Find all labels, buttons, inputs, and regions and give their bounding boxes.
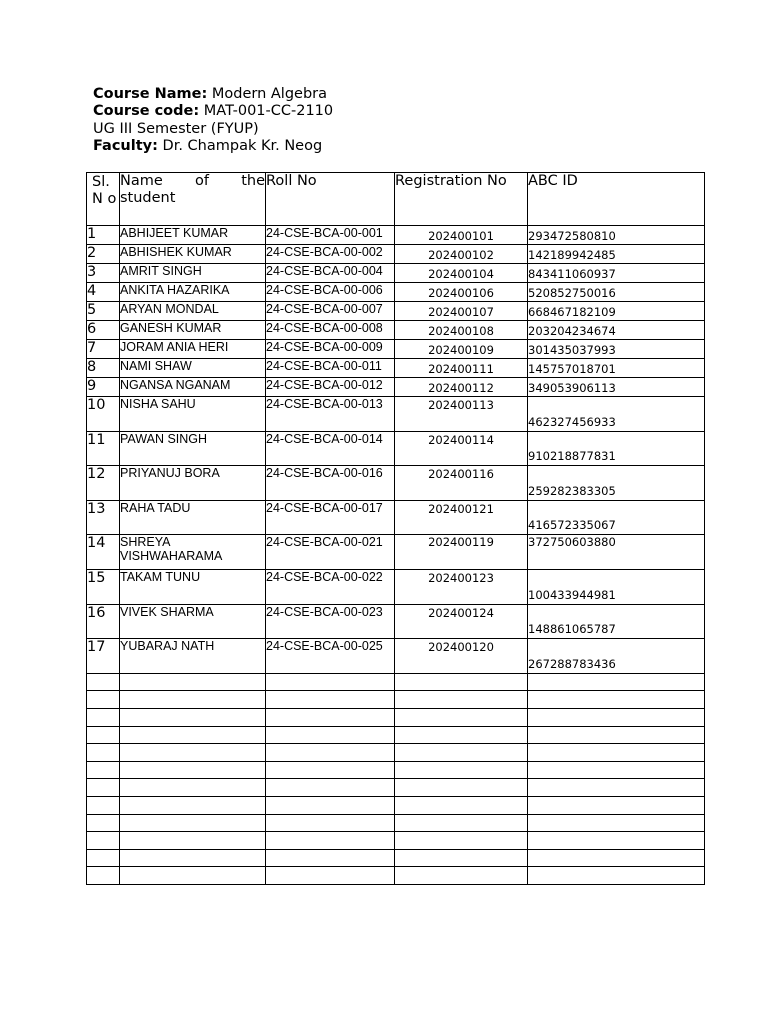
empty-cell (120, 744, 266, 762)
empty-cell (528, 673, 705, 691)
empty-cell (266, 761, 395, 779)
empty-cell (120, 867, 266, 885)
row-abc-id: 910218877831 (528, 431, 705, 466)
row-sl-no: 11 (87, 431, 120, 466)
empty-cell (266, 708, 395, 726)
empty-cell (120, 796, 266, 814)
row-abc-id: 372750603880 (528, 535, 705, 570)
empty-cell (395, 814, 528, 832)
empty-cell (395, 779, 528, 797)
row-sl-no: 1 (87, 226, 120, 245)
col-header-registration-no: Registration No (395, 173, 528, 226)
table-row (87, 302, 705, 321)
row-registration-no: 202400102 (395, 245, 528, 264)
table-row (87, 535, 705, 570)
table-header-row (87, 173, 705, 226)
row-registration-no: 202400107 (395, 302, 528, 321)
row-student-name: JORAM ANIA HERI (120, 340, 266, 359)
empty-table-row (87, 744, 705, 762)
course-name-label: Course Name: (93, 86, 208, 102)
row-abc-id: 520852750016 (528, 283, 705, 302)
row-student-name: YUBARAJ NATH (120, 639, 266, 674)
row-registration-no: 202400113 (395, 397, 528, 432)
row-registration-no: 202400104 (395, 264, 528, 283)
row-student-name: ABHISHEK KUMAR (120, 245, 266, 264)
row-sl-no: 6 (87, 321, 120, 340)
row-student-name: SHREYA VISHWAHARAMA (120, 535, 266, 570)
row-sl-no: 17 (87, 639, 120, 674)
row-abc-id: 843411060937 (528, 264, 705, 283)
row-registration-no: 202400111 (395, 359, 528, 378)
empty-cell (395, 849, 528, 867)
table-row (87, 397, 705, 432)
empty-cell (266, 814, 395, 832)
row-sl-no: 5 (87, 302, 120, 321)
row-roll-no: 24-CSE-BCA-00-007 (266, 302, 395, 321)
row-roll-no: 24-CSE-BCA-00-002 (266, 245, 395, 264)
empty-cell (266, 744, 395, 762)
row-registration-no: 202400123 (395, 569, 528, 604)
row-registration-no: 202400109 (395, 340, 528, 359)
row-abc-id: 301435037993 (528, 340, 705, 359)
row-roll-no: 24-CSE-BCA-00-004 (266, 264, 395, 283)
row-sl-no: 15 (87, 569, 120, 604)
col-header-roll-no: Roll No (266, 173, 395, 226)
empty-table-row (87, 832, 705, 850)
row-abc-id: 145757018701 (528, 359, 705, 378)
row-sl-no: 4 (87, 283, 120, 302)
row-abc-id: 142189942485 (528, 245, 705, 264)
table-row (87, 321, 705, 340)
row-sl-no: 9 (87, 378, 120, 397)
table-row (87, 431, 705, 466)
col-header-sl-text: Sl. N o (92, 174, 117, 207)
empty-cell (395, 708, 528, 726)
row-roll-no: 24-CSE-BCA-00-014 (266, 431, 395, 466)
table-row (87, 226, 705, 245)
faculty-label: Faculty: (93, 137, 158, 154)
course-header (93, 86, 333, 155)
table-row (87, 378, 705, 397)
empty-cell (528, 708, 705, 726)
row-registration-no: 202400101 (395, 226, 528, 245)
row-sl-no: 13 (87, 500, 120, 535)
empty-cell (120, 779, 266, 797)
table-body (87, 226, 705, 885)
empty-cell (528, 814, 705, 832)
empty-cell (266, 796, 395, 814)
empty-cell (395, 832, 528, 850)
row-student-name: GANESH KUMAR (120, 321, 266, 340)
row-roll-no: 24-CSE-BCA-00-025 (266, 639, 395, 674)
col-header-abc-id: ABC ID (528, 173, 705, 226)
row-abc-id: 267288783436 (528, 639, 705, 674)
row-abc-id: 462327456933 (528, 397, 705, 432)
empty-table-row (87, 761, 705, 779)
empty-cell (87, 673, 120, 691)
row-student-name: ABHIJEET KUMAR (120, 226, 266, 245)
table-row (87, 340, 705, 359)
course-code-line (93, 103, 333, 120)
empty-cell (120, 832, 266, 850)
empty-table-row (87, 867, 705, 885)
table-row (87, 245, 705, 264)
empty-cell (528, 779, 705, 797)
row-roll-no: 24-CSE-BCA-00-006 (266, 283, 395, 302)
row-student-name: TAKAM TUNU (120, 569, 266, 604)
empty-cell (395, 867, 528, 885)
row-sl-no: 3 (87, 264, 120, 283)
row-abc-id: 148861065787 (528, 604, 705, 639)
table-row (87, 283, 705, 302)
row-sl-no: 16 (87, 604, 120, 639)
empty-cell (120, 761, 266, 779)
empty-table-row (87, 814, 705, 832)
row-roll-no: 24-CSE-BCA-00-001 (266, 226, 395, 245)
empty-cell (120, 673, 266, 691)
empty-cell (120, 708, 266, 726)
row-abc-id: 349053906113 (528, 378, 705, 397)
empty-cell (87, 761, 120, 779)
empty-cell (395, 796, 528, 814)
row-roll-no: 24-CSE-BCA-00-012 (266, 378, 395, 397)
row-sl-no: 10 (87, 397, 120, 432)
course-code-label: Course code: (93, 103, 200, 120)
table-row (87, 466, 705, 501)
row-abc-id: 416572335067 (528, 500, 705, 535)
row-roll-no: 24-CSE-BCA-00-023 (266, 604, 395, 639)
row-registration-no: 202400106 (395, 283, 528, 302)
empty-cell (528, 726, 705, 744)
row-student-name: RAHA TADU (120, 500, 266, 535)
empty-cell (120, 691, 266, 709)
student-roster-table (86, 172, 705, 885)
row-sl-no: 12 (87, 466, 120, 501)
row-abc-id: 203204234674 (528, 321, 705, 340)
empty-cell (266, 832, 395, 850)
row-sl-no: 7 (87, 340, 120, 359)
empty-cell (266, 779, 395, 797)
empty-cell (395, 673, 528, 691)
semester-line: UG III Semester (FYUP) (93, 120, 259, 137)
row-registration-no: 202400121 (395, 500, 528, 535)
empty-cell (395, 691, 528, 709)
empty-table-row (87, 708, 705, 726)
empty-cell (87, 708, 120, 726)
faculty-line (93, 138, 333, 155)
row-sl-no: 2 (87, 245, 120, 264)
row-student-name: PAWAN SINGH (120, 431, 266, 466)
empty-cell (266, 673, 395, 691)
row-student-name: AMRIT SINGH (120, 264, 266, 283)
course-code-value: MAT-001-CC-2110 (199, 103, 334, 120)
empty-cell (87, 814, 120, 832)
row-registration-no: 202400116 (395, 466, 528, 501)
row-student-name: VIVEK SHARMA (120, 604, 266, 639)
empty-cell (87, 849, 120, 867)
empty-cell (528, 832, 705, 850)
row-student-name: NAMI SHAW (120, 359, 266, 378)
empty-table-row (87, 673, 705, 691)
row-student-name: NISHA SAHU (120, 397, 266, 432)
table-row (87, 500, 705, 535)
empty-cell (395, 761, 528, 779)
empty-cell (87, 796, 120, 814)
row-student-name: NGANSA NGANAM (120, 378, 266, 397)
empty-table-row (87, 691, 705, 709)
table-row (87, 264, 705, 283)
row-registration-no: 202400112 (395, 378, 528, 397)
empty-cell (528, 796, 705, 814)
faculty-value: Dr. Champak Kr. Neog (157, 137, 323, 154)
row-abc-id: 100433944981 (528, 569, 705, 604)
empty-table-row (87, 849, 705, 867)
row-registration-no: 202400119 (395, 535, 528, 570)
row-registration-no: 202400124 (395, 604, 528, 639)
row-registration-no: 202400114 (395, 431, 528, 466)
empty-cell (87, 867, 120, 885)
table-row (87, 359, 705, 378)
empty-cell (87, 744, 120, 762)
empty-cell (266, 849, 395, 867)
row-abc-id: 293472580810 (528, 226, 705, 245)
empty-table-row (87, 726, 705, 744)
empty-cell (528, 761, 705, 779)
row-roll-no: 24-CSE-BCA-00-016 (266, 466, 395, 501)
empty-table-row (87, 779, 705, 797)
empty-cell (266, 691, 395, 709)
empty-cell (528, 744, 705, 762)
row-student-name: ANKITA HAZARIKA (120, 283, 266, 302)
table-row (87, 569, 705, 604)
row-registration-no: 202400108 (395, 321, 528, 340)
empty-table-row (87, 796, 705, 814)
row-roll-no: 24-CSE-BCA-00-022 (266, 569, 395, 604)
col-header-name (120, 173, 266, 226)
table-row (87, 604, 705, 639)
empty-cell (87, 726, 120, 744)
row-roll-no: 24-CSE-BCA-00-011 (266, 359, 395, 378)
empty-cell (120, 849, 266, 867)
empty-cell (395, 726, 528, 744)
empty-cell (395, 744, 528, 762)
empty-cell (120, 814, 266, 832)
row-roll-no: 24-CSE-BCA-00-008 (266, 321, 395, 340)
empty-cell (528, 691, 705, 709)
row-roll-no: 24-CSE-BCA-00-013 (266, 397, 395, 432)
row-roll-no: 24-CSE-BCA-00-017 (266, 500, 395, 535)
col-header-sl-no (87, 173, 120, 226)
empty-cell (87, 832, 120, 850)
row-registration-no: 202400120 (395, 639, 528, 674)
row-abc-id: 668467182109 (528, 302, 705, 321)
row-sl-no: 8 (87, 359, 120, 378)
empty-cell (87, 779, 120, 797)
course-name-value: Modern Algebra (207, 86, 328, 102)
course-name-line (93, 86, 333, 103)
empty-cell (528, 849, 705, 867)
table-row (87, 639, 705, 674)
row-roll-no: 24-CSE-BCA-00-021 (266, 535, 395, 570)
col-header-name-line1: Name of the (120, 173, 265, 189)
row-student-name: ARYAN MONDAL (120, 302, 266, 321)
row-student-name: PRIYANUJ BORA (120, 466, 266, 501)
row-abc-id: 259282383305 (528, 466, 705, 501)
empty-cell (120, 726, 266, 744)
empty-cell (266, 726, 395, 744)
empty-cell (528, 867, 705, 885)
row-roll-no: 24-CSE-BCA-00-009 (266, 340, 395, 359)
row-sl-no: 14 (87, 535, 120, 570)
empty-cell (87, 691, 120, 709)
col-header-name-line2: student (120, 190, 176, 206)
empty-cell (266, 867, 395, 885)
